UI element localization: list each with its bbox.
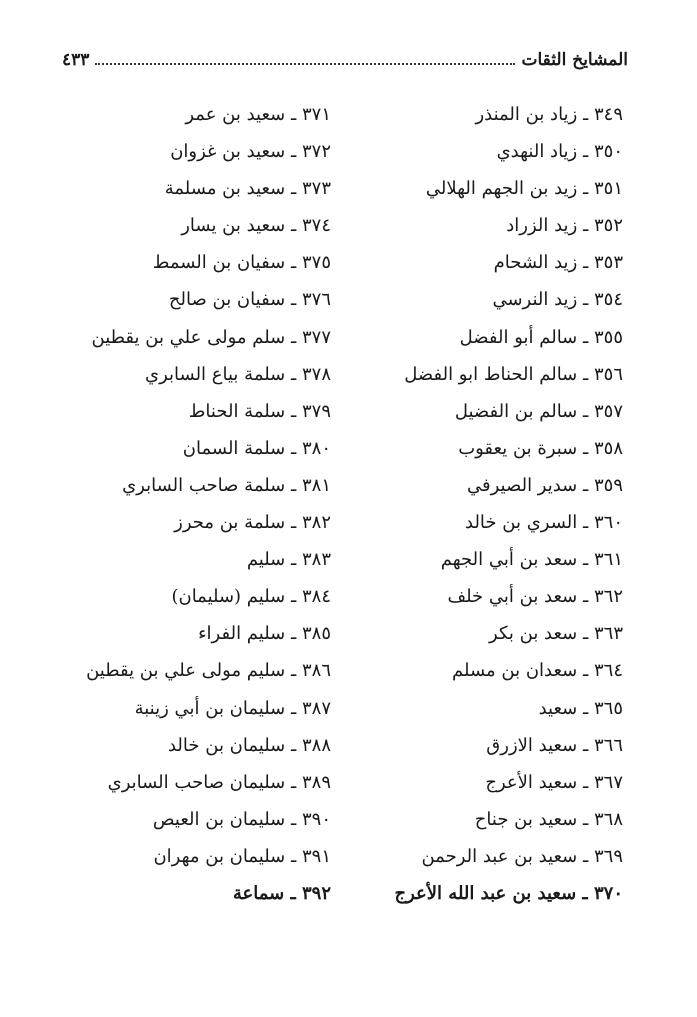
list-item: ٣٥٧ ـ سالم بن الفضيل	[454, 400, 623, 422]
list-item: ٣٧٧ ـ سلم مولى علي بن يقطين	[91, 326, 331, 348]
list-item: ٣٥٣ ـ زيد الشحام	[493, 252, 623, 274]
list-item: ٣٦٤ ـ سعدان بن مسلم	[452, 660, 623, 682]
list-item: ٣٦٣ ـ سعد بن بكر	[489, 623, 623, 645]
running-header	[62, 40, 628, 70]
dotted-leader	[95, 62, 515, 65]
list-item: ٣٦١ ـ سعد بن أبي الجهم	[440, 549, 623, 571]
list-item: ٣٨١ ـ سلمة صاحب السابري	[122, 474, 331, 496]
list-item: ٣٨٦ ـ سليم مولى علي بن يقطين	[86, 660, 331, 682]
right-column	[353, 96, 623, 912]
list-item: ٣٧٦ ـ سفيان بن صالح	[168, 289, 331, 311]
list-item: ٣٦٧ ـ سعيد الأعرج	[485, 771, 623, 793]
list-item: ٣٥٠ ـ زياد النهدي	[496, 141, 623, 163]
list-item: ٣٨٧ ـ سليمان بن أبي زينبة	[134, 697, 331, 719]
list-item: ٣٨٤ ـ سليم (سليمان)	[171, 586, 331, 608]
list-item: ٣٨٠ ـ سلمة السمان	[182, 437, 331, 459]
list-item: ٣٧١ ـ سعيد بن عمر	[185, 104, 331, 125]
list-item: ٣٥١ ـ زيد بن الجهم الهلالي	[425, 178, 623, 200]
list-item: ٣٦٥ ـ سعيد	[538, 697, 623, 719]
list-item: ٣٦٦ ـ سعيد الازرق	[486, 734, 623, 756]
list-item: ٣٧٤ ـ سعيد بن يسار	[181, 215, 331, 237]
list-item: ٣٨٢ ـ سلمة بن محرز	[174, 512, 331, 534]
list-item: ٣٧٥ ـ سفيان بن السمط	[152, 252, 331, 274]
list-item: ٣٦٩ ـ سعيد بن عبد الرحمن	[421, 845, 623, 867]
list-item: ٣٧٠ ـ سعيد بن عبد الله الأعرج	[394, 882, 623, 904]
list-item: ٣٦٨ ـ سعيد بن جناح	[474, 808, 623, 830]
list-item: ٣٥٩ ـ سدير الصيرفي	[467, 474, 623, 496]
list-item: ٣٦٢ ـ سعد بن أبي خلف	[447, 586, 623, 608]
list-item: ٣٤٩ ـ زياد بن المنذر	[475, 104, 623, 125]
left-column	[51, 96, 331, 912]
list-item: ٣٥٢ ـ زيد الزراد	[506, 215, 623, 237]
list-item: ٣٦٠ ـ السري بن خالد	[465, 512, 623, 534]
list-item: ٣٨٣ ـ سليم	[246, 549, 331, 571]
list-item: ٣٩٢ ـ سماعة	[232, 882, 331, 904]
list-item: ٣٨٥ ـ سليم الفراء	[198, 623, 331, 645]
list-item: ٣٨٨ ـ سليمان بن خالد	[167, 734, 331, 756]
list-item: ٣٥٨ ـ سبرة بن يعقوب	[458, 437, 623, 459]
list-item: ٣٧٢ ـ سعيد بن غزوان	[170, 141, 331, 163]
list-item: ٣٥٤ ـ زيد النرسي	[492, 289, 623, 311]
list-item: ٣٧٣ ـ سعيد بن مسلمة	[164, 178, 331, 200]
list-item: ٣٩٠ ـ سليمان بن العيص	[152, 808, 331, 830]
page-number: ٤٣٣	[62, 50, 90, 70]
list-item: ٣٩١ ـ سليمان بن مهران	[153, 845, 331, 867]
list-item: ٣٧٩ ـ سلمة الحناط	[188, 400, 331, 422]
list-item: ٣٥٦ ـ سالم الحناط ابو الفضل	[404, 363, 623, 385]
list-item: ٣٥٥ ـ سالم أبو الفضل	[459, 326, 623, 348]
chapter-title: المشايخ الثقات	[521, 50, 628, 70]
list-item: ٣٨٩ ـ سليمان صاحب السابري	[107, 771, 331, 793]
list-item: ٣٧٨ ـ سلمة بياع السابري	[145, 363, 331, 385]
